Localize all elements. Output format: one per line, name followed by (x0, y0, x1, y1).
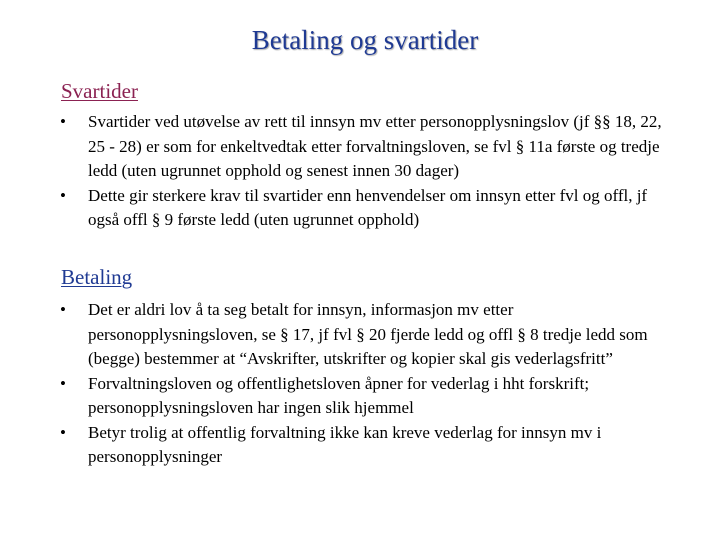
list-item (56, 298, 666, 372)
bullet-text: Betyr trolig at offentlig forvaltning ikke kan kreve vederlag for innsyn mv i personopplysninger (88, 422, 602, 466)
bullet-icon: • (60, 185, 66, 205)
bullet-icon: • (60, 300, 66, 319)
list-item (56, 110, 666, 184)
list-item (56, 372, 666, 421)
bullet-icon: • (60, 373, 66, 393)
bullet-icon: • (60, 422, 66, 442)
bullet-text: Svartider ved utøvelse av rett til innsyn mv etter personopplysningslov (jf §§ 18, 22, 25 - 28) er som for enkeltvedtak etter forvaltningsloven, se fvl § 11a første og tredje ledd (uten ugrunnet opphold og senest innen 30 dager) (88, 112, 662, 180)
list-item (56, 184, 666, 233)
bullet-text: Det er aldri lov å ta seg betalt for innsyn, informasjon mv etter personopplysningsloven, se § 17, jf fvl § 20 fjerde ledd og offl § 8 tredje ledd som (begge) bestemmer at “Avskrifter, utskrifter og kopier skal gis vederlagsfritt” (88, 300, 648, 368)
bullet-text: Forvaltningsloven og offentlighetsloven åpner for vederlag i hht forskrift; personopplysningsloven har ingen slik hjemmel (88, 373, 590, 417)
bullet-text: Dette gir sterkere krav til svartider enn henvendelser om innsyn etter fvl og offl, jf også offl § 9 første ledd (uten ugrunnet opphold) (88, 185, 648, 229)
list-item (56, 421, 666, 470)
bullet-icon: • (60, 112, 66, 131)
bullet-list-betaling (56, 298, 666, 470)
section-heading-svartider: Svartider (61, 79, 138, 103)
section-heading-betaling: Betaling (61, 265, 133, 289)
slide-title: Betaling og svartider (251, 25, 479, 55)
bullet-list-svartider (56, 110, 666, 233)
